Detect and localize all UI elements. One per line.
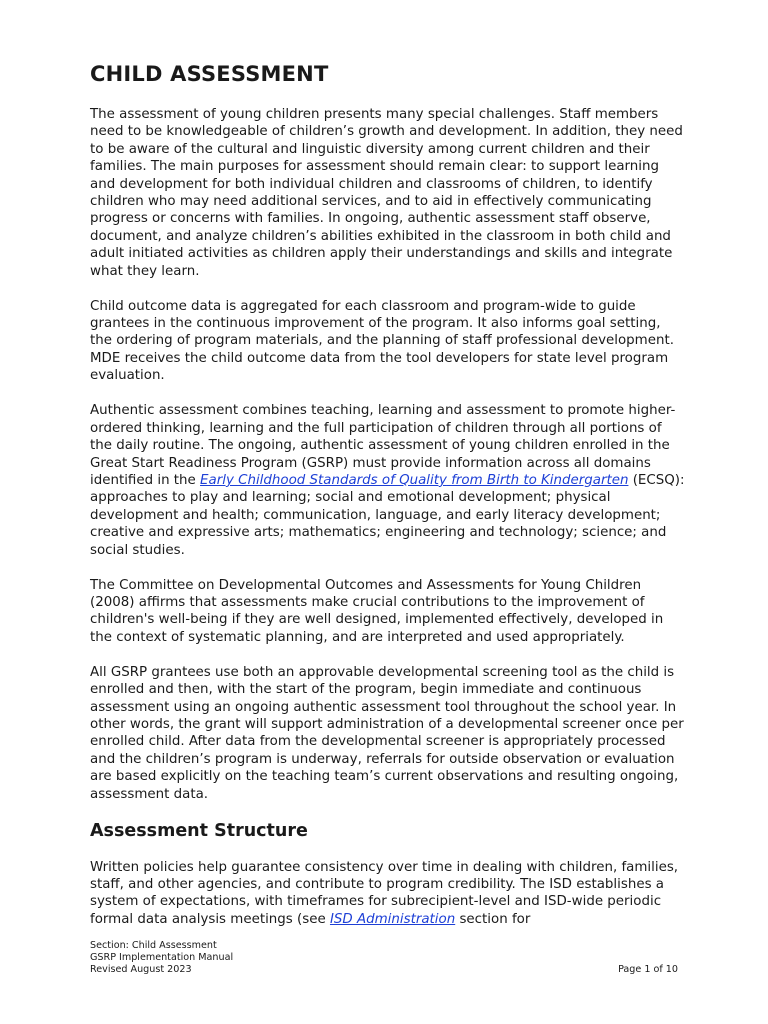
- paragraph-1: The assessment of young children presents many special challenges. Staff members need to be knowledgeable of children’s growth and development. In addition, they need to be aware of the cultural and linguistic diversity among current children and their families. The main purposes for assessment should remain clear: to support learning and development for both individual children and classrooms of children, to identify children who may need additional services, and to aid in effectively communicating progress or concerns with families. In ongoing, authentic assessment staff observe, document, and analyze children’s abilities exhibited in the classroom in both child and adult initiated activities as children apply their understandings and skills and integrate what they learn.: [90, 107, 683, 279]
- section-paragraph-text-b: section for: [455, 911, 531, 927]
- section-paragraph: [90, 859, 686, 929]
- paragraph-3: [90, 402, 686, 559]
- paragraph-4: The Committee on Developmental Outcomes and Assessments for Young Children (2008) affirms that assessments make crucial contributions to the improvement of children's well-being if they are well designed, implemented effectively, developed in the context of systematic planning, and are interpreted and used appropriately.: [90, 577, 664, 645]
- page-title: CHILD ASSESSMENT: [90, 62, 329, 86]
- paragraph-3-text-b: (ECSQ): approaches to play and learning; social and emotional development; physical development and health; communication, language, and early literacy development; creative and expressive arts; mathematics; engineering and technology; science; and social studies.: [90, 472, 685, 558]
- paragraph-3-text-a: Authentic assessment combines teaching, learning and assessment to promote higher-ordered thinking, learning and the full participation of children through all portions of the daily routine. The ongoing, authentic assessment of young children enrolled in the Great Start Readiness Program (GSRP) must provide information across all domains identified in the: [90, 403, 676, 488]
- paragraph-2: Child outcome data is aggregated for each classroom and program-wide to guide grantees in the continuous improvement of the program. It also informs goal setting, the ordering of program materials, and the planning of staff professional development. MDE receives the child outcome data from the tool developers for state level program evaluation.: [90, 298, 674, 384]
- ecsq-link-part-b: from Birth to Kindergarten: [446, 472, 629, 488]
- document-page: [90, 62, 686, 946]
- isd-administration-link[interactable]: ISD Administration: [329, 911, 456, 927]
- ecsq-link[interactable]: [200, 473, 628, 488]
- paragraph-5: All GSRP grantees use both an approvable developmental screening tool as the child is enrolled and then, with the start of the program, begin immediate and continuous assessment using an ongoing authentic assessment tool throughout the school year. In other words, the grant will support administration of a developmental screener once per enrolled child. After data from the developmental screener is appropriately processed and the children’s program is underway, referrals for outside observation or evaluation are based explicitly on the teaching team’s current observations and resulting ongoing, assessment data.: [90, 664, 684, 802]
- footer-manual: GSRP Implementation Manual: [90, 952, 234, 964]
- footer-page-number: Page 1 of 10: [618, 964, 678, 975]
- section-paragraph-text-a: Written policies help guarantee consistency over time in dealing with children, families, staff, and other agencies, and contribute to program credibility. The ISD establishes a system of expectations, with timeframes for subrecipient-level and ISD-wide periodic formal data analysis meetings (see: [90, 859, 679, 927]
- footer-revised: Revised August 2023: [90, 964, 192, 976]
- footer-section: Section: Child Assessment: [90, 940, 217, 951]
- section-heading: Assessment Structure: [90, 820, 308, 841]
- page-footer: [90, 940, 678, 977]
- ecsq-link-part-a: Early Childhood Standards of Quality: [200, 472, 447, 488]
